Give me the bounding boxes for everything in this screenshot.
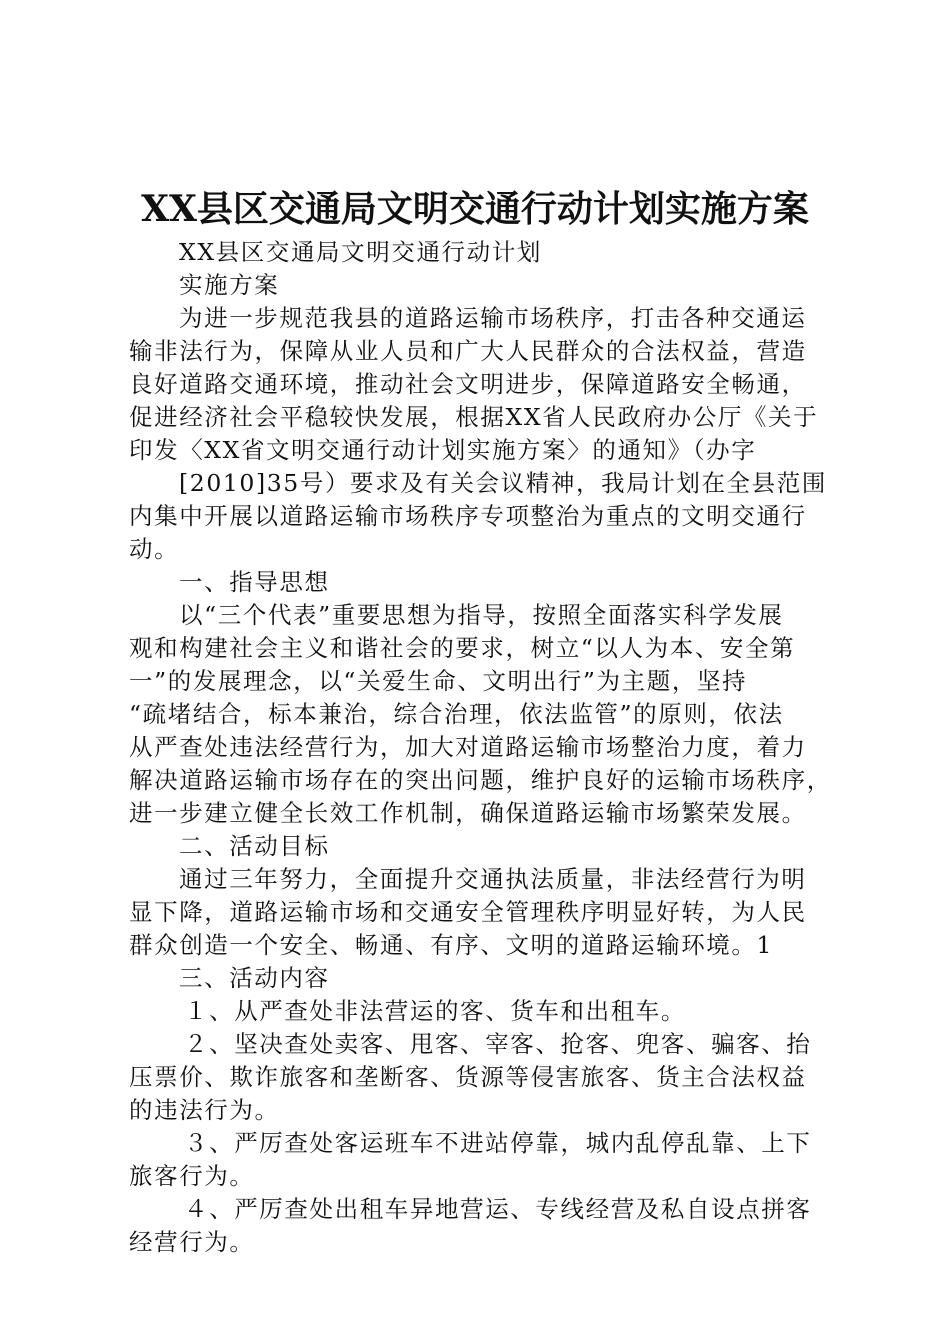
list-item-line: ４、严厉查处出租车异地营运、专线经营及私自设点拼客: [184, 1195, 812, 1223]
paragraph-line: 良好道路交通环境，推动社会文明进步，保障道路安全畅通，: [129, 370, 807, 398]
paragraph-line: 通过三年努力，全面提升交通执法质量，非法经营行为明: [179, 865, 807, 893]
section-heading: 二、活动目标: [179, 832, 330, 860]
paragraph-line: 一”的发展理念，以“关爱生命、文明出行”为主题，坚持: [129, 667, 748, 695]
section-heading: 一、指导思想: [179, 568, 330, 596]
paragraph-line: 观和构建社会主义和谐社会的要求，树立“以人为本、安全第: [129, 634, 796, 662]
list-item-line: 压票价、欺诈旅客和垄断客、货源等侵害旅客、货主合法权益: [129, 1063, 807, 1091]
paragraph-line: 显下降，道路运输市场和交通安全管理秩序明显好转，为人民: [129, 898, 807, 926]
section-heading: 三、活动内容: [179, 964, 330, 992]
paragraph-line: 群众创造一个安全、畅通、有序、文明的道路运输环境。1: [129, 931, 774, 959]
paragraph-line: [2010]35号）要求及有关会议精神，我局计划在全县范围: [179, 469, 827, 497]
list-item-line: 经营行为。: [129, 1228, 255, 1256]
document-title: XX县区交通局文明交通行动计划实施方案: [141, 188, 809, 230]
list-item-line: 的违法行为。: [129, 1096, 280, 1124]
paragraph-line: 从严查处违法经营行为，加大对道路运输市场整治力度，着力: [129, 733, 807, 761]
paragraph-line: 印发〈XX省文明交通行动计划实施方案〉的通知》（办字: [129, 436, 757, 464]
list-item-line: 旅客行为。: [129, 1162, 255, 1190]
paragraph-line: 进一步建立健全长效工作机制，确保道路运输市场繁荣发展。: [129, 799, 807, 827]
paragraph-line: 以“三个代表”重要思想为指导，按照全面落实科学发展: [179, 601, 784, 629]
paragraph-line: 促进经济社会平稳较快发展，根据XX省人民政府办公厅《关于: [129, 403, 819, 431]
paragraph-line: 解决道路运输市场存在的突出问题，维护良好的运输市场秩序，: [129, 766, 832, 794]
paragraph-line: 为进一步规范我县的道路运输市场秩序，打击各种交通运: [179, 304, 807, 332]
list-item-line: ３、严厉查处客运班车不进站停靠，城内乱停乱靠、上下: [184, 1129, 812, 1157]
document-body: [129, 236, 832, 1259]
subtitle-line-1: XX县区交通局文明交通行动计划: [179, 238, 542, 266]
paragraph-line: 输非法行为，保障从业人员和广大人民群众的合法权益，营造: [129, 337, 807, 365]
subtitle-line-2: 实施方案: [179, 271, 280, 299]
paragraph-line: “疏堵结合，标本兼治，综合治理，依法监管”的原则，依法: [129, 700, 784, 728]
list-item-line: ２、坚决查处卖客、甩客、宰客、抢客、兜客、骗客、抬: [184, 1030, 812, 1058]
paragraph-line: 内集中开展以道路运输市场秩序专项整治为重点的文明交通行: [129, 502, 807, 530]
list-item-line: １、从严查处非法营运的客、货车和出租车。: [184, 997, 686, 1025]
paragraph-line: 动。: [129, 535, 180, 563]
